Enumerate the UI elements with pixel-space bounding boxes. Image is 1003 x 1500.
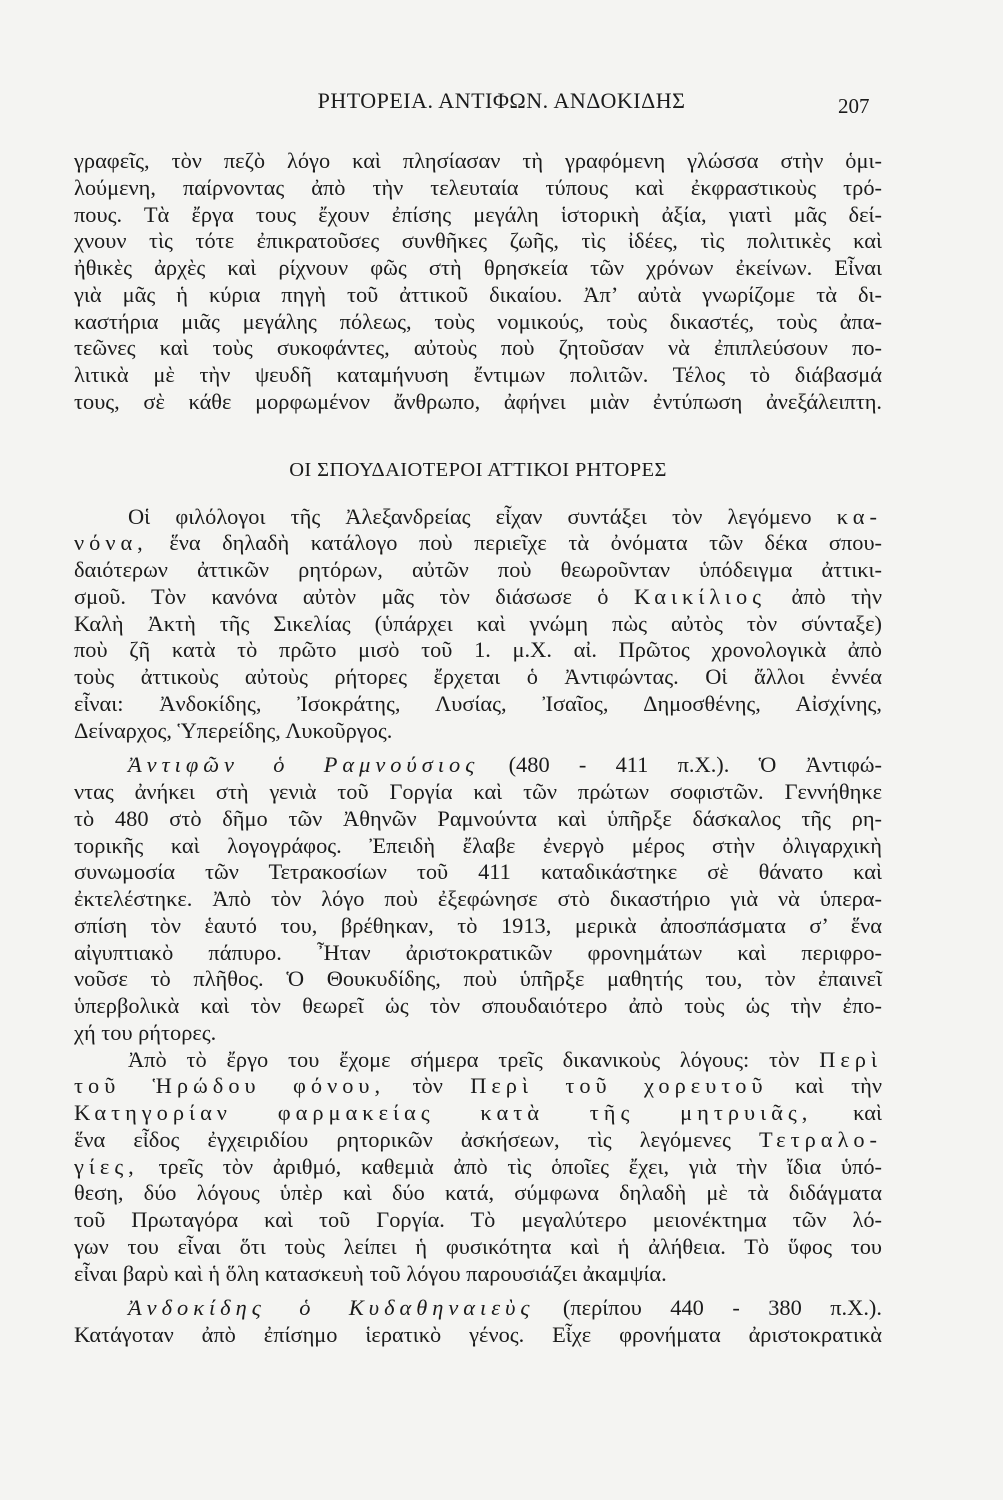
text-line: δαιότερων ἀττικῶν ρητόρων, αὐτῶν ποὺ θεωροῦνταν ὑπόδειγμα ἀττικι-: [74, 557, 882, 582]
text-line: Καλὴ Ἀκτὴ τῆς Σικελίας (ὑπάρχει καὶ γνώμη πὼς αὐτὸς τὸν σύνταξε): [74, 610, 882, 636]
text-line: εἶναι βαρὺ καὶ ἡ ὅλη κατασκευὴ τοῦ λόγου παρουσιάζει ἀκαμψία.: [74, 1260, 667, 1286]
paragraph-andocides: [74, 1295, 882, 1349]
text-line: τεῶνες καὶ τοὺς συκοφάντες, αὐτοὺς ποὺ ζητοῦσαν νὰ ἐπιπλεύσουν πο-: [74, 335, 882, 361]
text-line: τοῦ Ἡρώδου φόνου, τὸν Περὶ τοῦ χορευτοῦ καὶ τὴν: [74, 1073, 882, 1099]
text-line: λιτικὰ μὲ τὴν ψευδῆ καταμήνυση ἔντιμων πολιτῶν. Τέλος τὸ διάβασμά: [74, 362, 882, 387]
running-head: ΡΗΤΟΡΕΙΑ. ΑΝΤΙΦΩΝ. ΑΝΔΟΚΙΔΗΣ: [317, 88, 686, 113]
text-line: τορικῆς καὶ λογογράφος. Ἐπειδὴ ἔλαβε ἐνεργὸ μέρος στὴν ὀλιγαρχικὴ: [74, 832, 882, 858]
text-line: ἠθικὲς ἀρχὲς καὶ ρίχνουν φῶς στὴ θρησκεία τῶν χρόνων ἐκείνων. Εἶναι: [74, 255, 882, 280]
text-line: καστήρια μιᾶς μεγάλης πόλεως, τοὺς νομικούς, τοὺς δικαστές, τοὺς ἀπα-: [74, 308, 882, 334]
text-line: ὑπερβολικὰ καὶ τὸν θεωρεῖ ὡς τὸν σπουδαιότερο ἀπὸ τοὺς ὡς τὴν ἐπο-: [74, 993, 882, 1018]
text-line: σπίση τὸν ἑαυτό του, βρέθηκαν, τὸ 1913, μερικὰ ἀποσπάσματα σ’ ἕνα: [74, 912, 882, 938]
text-line: Ἀνδοκίδης ὁ Κυδαθηναιεὺς (περίπου 440 - 380 π.Χ.).: [128, 1295, 882, 1321]
section-heading: ΟΙ ΣΠΟΥΔΑΙΟΤΕΡΟΙ ΑΤΤΙΚΟΙ ΡΗΤΟΡΕΣ: [289, 458, 667, 481]
text-line: χνουν τὶς τότε ἐπικρατοῦσες συνθῆκες ζωῆς, τὶς ἰδέες, τὶς πολιτικὲς καὶ: [74, 228, 882, 254]
text-line: λούμενη, παίρνοντας ἀπὸ τὴν τελευταία τύπους καὶ ἐκφραστικοὺς τρό-: [74, 174, 882, 200]
text-line: τους, σὲ κάθε μορφωμένον ἄνθρωπο, ἀφήνει μιὰν ἐντύπωση ἀνεξάλειπτη.: [74, 388, 882, 414]
paragraph-antiphon: [74, 752, 882, 1046]
page-body: [74, 148, 882, 1349]
text-line: γίες, τρεῖς τὸν ἀριθμό, καθεμιὰ ἀπὸ τὶς ὁποῖες ἔχει, γιὰ τὴν ἴδια ὑπό-: [74, 1153, 882, 1179]
spaced-title: Κατηγορίαν φαρμακείας κατὰ τῆς μητρυιᾶς,: [74, 1100, 813, 1125]
text-line: γιὰ μᾶς ἡ κύρια πηγὴ τοῦ ἀττικοῦ δικαίου. Ἀπ’ αὐτὰ γνωρίζομε τὰ δι-: [74, 281, 882, 307]
text-line: νόνα, ἕνα δηλαδὴ κατάλογο ποὺ περιεῖχε τὰ ὀνόματα τῶν δέκα σπου-: [74, 530, 882, 556]
text-line: εἶναι: Ἀνδοκίδης, Ἰσοκράτης, Λυσίας, Ἰσαῖος, Δημοσθένης, Αἰσχίνης,: [74, 690, 882, 716]
text-line: τοῦ Πρωταγόρα καὶ τοῦ Γοργία. Τὸ μεγαλύτερο μειονέκτημα τῶν λό-: [74, 1207, 882, 1232]
text-line: θεση, δύο λόγους ὑπὲρ καὶ δύο κατά, σύμφωνα δηλαδὴ μὲ τὰ διδάγματα: [74, 1180, 882, 1206]
page-number: 207: [838, 94, 870, 118]
text-line: Δείναρχος, Ὑπερείδης, Λυκοῦργος.: [74, 717, 393, 743]
text-line: ποὺ ζῆ κατὰ τὸ πρῶτο μισὸ τοῦ 1. μ.Χ. αἰ. Πρῶτος χρονολογικὰ ἀπὸ: [74, 637, 882, 663]
text-line: πους. Τὰ ἔργα τους ἔχουν ἐπίσης μεγάλη ἱστορικὴ ἀξία, γιατὶ μᾶς δεί-: [74, 201, 882, 227]
text-line: συνωμοσία τῶν Τετρακοσίων τοῦ 411 καταδικάστηκε σὲ θάνατο καὶ: [74, 859, 882, 885]
text-line: τὸ 480 στὸ δῆμο τῶν Ἀθηνῶν Ραμνούντα καὶ ὑπῆρξε δάσκαλος τῆς ρη-: [74, 805, 882, 831]
spaced-title: Περὶ τοῦ χορευτοῦ: [470, 1073, 768, 1099]
text-line: σμοῦ. Τὸν κανόνα αὐτὸν μᾶς τὸν διάσωσε ὁ Καικίλιος ἀπὸ τὴν: [74, 583, 882, 609]
text-line: αἰγυπτιακὸ πάπυρο. Ἦταν ἀριστοκρατικῶν φρονημάτων καὶ περιφρο-: [74, 939, 882, 965]
spaced-title: τοῦ Ἡρώδου φόνου,: [74, 1073, 386, 1099]
spaced-term: νόνα,: [74, 530, 148, 556]
spaced-term: κα-: [836, 503, 882, 529]
text-line: Οἱ φιλόλογοι τῆς Ἀλεξανδρείας εἶχαν συντάξει τὸν λεγόμενο κα-: [128, 503, 882, 529]
text-line: Κατάγοταν ἀπὸ ἐπίσημο ἱερατικὸ γένος. Εἶχε φρονήματα ἀριστοκρατικὰ: [74, 1322, 882, 1347]
text-line: ντας ἀνήκει στὴ γενιὰ τοῦ Γοργία καὶ τῶν πρώτων σοφιστῶν. Γεννήθηκε: [74, 779, 882, 804]
text-line: ἕνα εἶδος ἐγχειριδίου ρητορικῶν ἀσκήσεων, τὶς λεγόμενες Τετραλο-: [74, 1126, 882, 1152]
spaced-name: Ἀντιφῶν ὁ Ραμνούσιος: [128, 752, 480, 778]
spaced-title: γίες,: [74, 1153, 139, 1179]
text-line: τοὺς ἀττικοὺς αὐτοὺς ρήτορες ἔρχεται ὁ Ἀντιφώντας. Οἱ ἄλλοι ἐννέα: [74, 664, 882, 689]
spaced-title: Τετραλο-: [759, 1126, 882, 1152]
spaced-name: Ἀνδοκίδης ὁ Κυδαθηναιεὺς: [128, 1295, 535, 1321]
text-line: ἐκτελέστηκε. Ἀπὸ τὸν λόγο ποὺ ἐξεφώνησε στὸ δικαστήριο γιὰ νὰ ὑπερα-: [74, 886, 882, 911]
paragraph-works: [74, 1047, 882, 1288]
text-line: Κατηγορίαν φαρμακείας κατὰ τῆς μητρυιᾶς, καὶ: [74, 1100, 882, 1125]
text-line: νοῦσε τὸ πλῆθος. Ὁ Θουκυδίδης, ποὺ ὑπῆρξε μαθητής του, τὸν ἐπαινεῖ: [74, 966, 882, 992]
text-line: χή του ρήτορες.: [74, 1019, 217, 1045]
spaced-title: Περὶ: [819, 1046, 882, 1072]
paragraph-canon: [74, 504, 882, 745]
paragraph-intro: [74, 148, 882, 416]
text-line: γραφεῖς, τὸν πεζὸ λόγο καὶ πλησίασαν τὴ γραφόμενη γλώσσα στὴν ὁμι-: [74, 148, 882, 173]
text-line: Ἀντιφῶν ὁ Ραμνούσιος (480 - 411 π.Χ.). Ὁ Ἀντιφώ-: [128, 752, 883, 778]
spaced-name: Καικίλιος: [633, 583, 767, 609]
text-line: Ἀπὸ τὸ ἔργο του ἔχομε σήμερα τρεῖς δικανικοὺς λόγους: τὸν Περὶ: [128, 1046, 882, 1072]
text-line: γων του εἶναι ὅτι τοὺς λείπει ἡ φυσικότητα καὶ ἡ ἀλήθεια. Τὸ ὕφος του: [74, 1233, 882, 1259]
